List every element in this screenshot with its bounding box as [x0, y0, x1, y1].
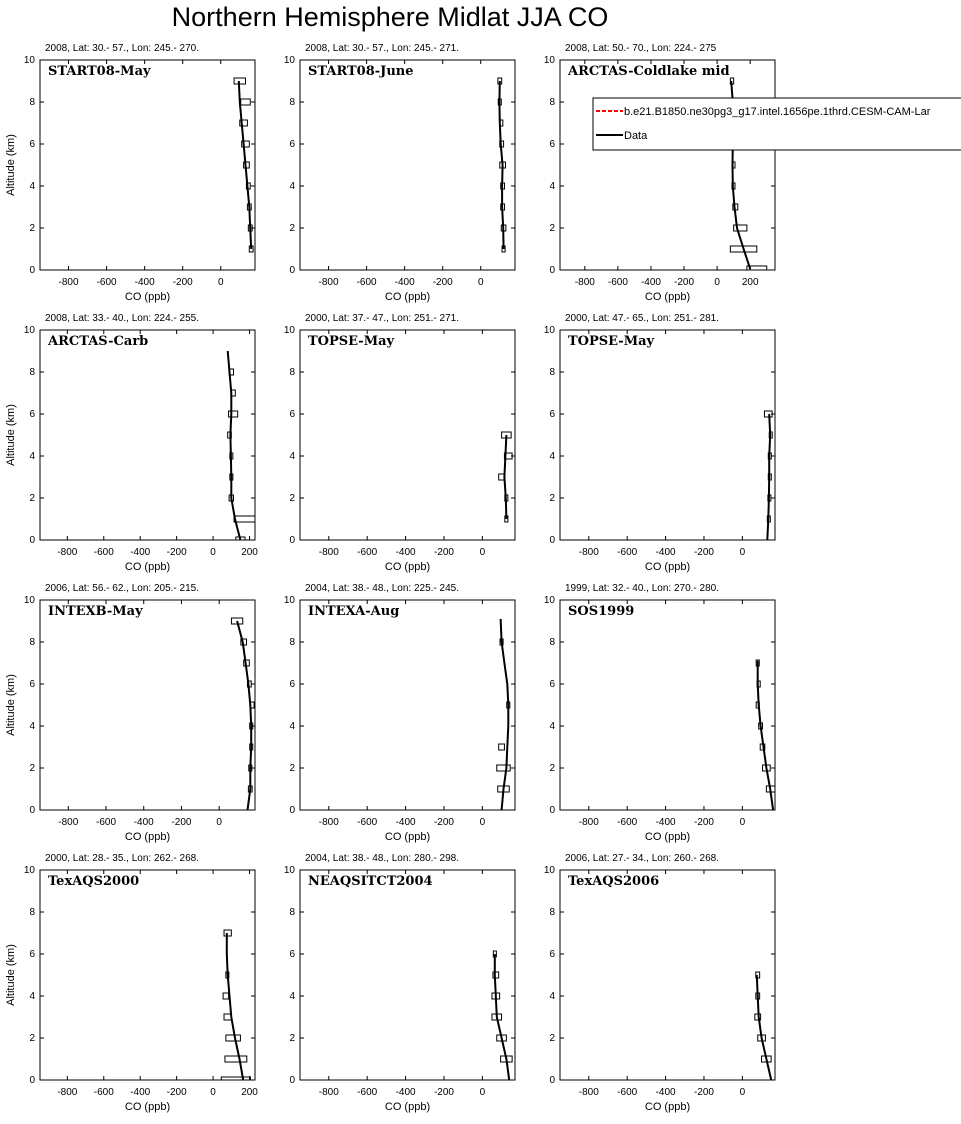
chart-panel-11: [284, 853, 515, 1113]
data-box: [225, 1056, 247, 1062]
y-tick-label: 6: [289, 409, 295, 420]
data-series-line: [504, 435, 506, 519]
y-tick-label: 8: [29, 907, 35, 918]
y-tick-label: 2: [29, 1033, 35, 1044]
y-tick-label: 6: [289, 679, 295, 690]
x-tick-label: 0: [477, 277, 484, 288]
x-axis-title: CO (ppb): [384, 831, 431, 843]
chart-panel-12: [544, 853, 775, 1113]
chart-panel-5: [284, 313, 515, 573]
y-tick-label: 10: [23, 325, 35, 336]
data-box: [734, 225, 747, 231]
x-tick-label: -200: [432, 277, 453, 288]
plot-area: [231, 618, 254, 810]
y-tick-label: 6: [549, 679, 555, 690]
x-tick-label: -800: [578, 1087, 599, 1098]
x-tick-label: -800: [574, 277, 595, 288]
x-tick-label: -600: [357, 817, 378, 828]
legend-label: b.e21.B1850.ne30pg3_g17.intel.1656pe.1thrd.CESM-CAM-Lar: [624, 106, 931, 118]
y-tick-label: 10: [283, 325, 295, 336]
page-title: Northern Hemisphere Midlat JJA CO: [171, 2, 609, 32]
y-tick-label: 4: [549, 721, 555, 732]
y-tick-label: 8: [549, 367, 555, 378]
x-tick-label: 0: [714, 277, 720, 288]
y-tick-label: 4: [29, 451, 35, 462]
x-tick-label: -200: [433, 1087, 454, 1098]
y-tick-label: 10: [543, 55, 555, 66]
x-tick-label: -200: [693, 817, 714, 828]
plot-area: [499, 432, 512, 522]
x-axis-title: CO (ppb): [384, 291, 431, 303]
y-tick-label: 0: [289, 1075, 295, 1086]
y-axis-title: Altitude (km): [5, 944, 17, 1006]
y-tick-label: 0: [29, 805, 35, 816]
y-tick-label: 0: [549, 805, 555, 816]
y-tick-label: 2: [289, 223, 295, 234]
plot-frame: [300, 870, 515, 1080]
x-axis-title: CO (ppb): [124, 1101, 171, 1113]
x-tick-label: -800: [578, 817, 599, 828]
y-tick-label: 4: [549, 181, 555, 192]
y-tick-label: 2: [549, 763, 555, 774]
y-tick-label: 10: [283, 865, 295, 876]
y-tick-label: 4: [289, 181, 295, 192]
panel-name: TexAQS2006: [568, 874, 660, 889]
y-tick-label: 8: [29, 637, 35, 648]
y-tick-label: 2: [549, 223, 555, 234]
plot-frame: [40, 330, 255, 540]
plot-frame: [560, 600, 775, 810]
plot-frame: [300, 600, 515, 810]
data-box: [499, 744, 505, 750]
panel-name: TOPSE-May: [568, 334, 655, 349]
y-tick-label: 4: [29, 991, 35, 1002]
x-tick-label: -600: [96, 277, 117, 288]
panel-info-label: 2000, Lat: 37.- 47., Lon: 251.- 271.: [305, 313, 460, 324]
x-tick-label: -400: [640, 277, 661, 288]
y-tick-label: 6: [289, 139, 295, 150]
x-tick-label: -600: [617, 817, 638, 828]
plot-frame: [300, 60, 515, 270]
y-tick-label: 2: [549, 493, 555, 504]
y-tick-label: 0: [29, 265, 35, 276]
x-tick-label: -600: [357, 547, 378, 558]
plot-frame: [40, 600, 255, 810]
y-tick-label: 2: [289, 493, 295, 504]
panel-name: ARCTAS-Coldlake mid: [568, 64, 730, 79]
x-axis-title: CO (ppb): [384, 561, 431, 573]
x-tick-label: 0: [739, 547, 746, 558]
x-tick-label: -800: [318, 277, 339, 288]
data-box: [229, 411, 238, 417]
y-tick-label: 2: [289, 763, 295, 774]
x-tick-label: -200: [166, 1087, 187, 1098]
x-tick-label: -200: [693, 1087, 714, 1098]
panel-name: INTEXB-May: [48, 604, 143, 619]
plot-area: [492, 951, 512, 1080]
y-tick-label: 6: [29, 679, 35, 690]
legend: [593, 98, 961, 150]
chart-panel-10: [5, 853, 258, 1113]
y-tick-label: 8: [29, 97, 35, 108]
data-box: [223, 993, 228, 999]
x-tick-label: -400: [655, 547, 676, 558]
y-axis-title: Altitude (km): [5, 134, 17, 196]
x-tick-label: -800: [57, 547, 78, 558]
panel-name: NEAQSITCT2004: [308, 874, 433, 889]
y-tick-label: 8: [549, 97, 555, 108]
x-tick-label: 0: [216, 817, 222, 828]
y-tick-label: 2: [549, 1033, 555, 1044]
x-tick-label: -600: [357, 1087, 378, 1098]
x-axis-title: CO (ppb): [644, 831, 691, 843]
x-tick-label: -800: [318, 817, 339, 828]
x-tick-label: 0: [210, 547, 216, 558]
x-tick-label: -400: [395, 1087, 416, 1098]
x-axis-title: CO (ppb): [644, 291, 691, 303]
x-tick-label: -600: [96, 817, 117, 828]
x-tick-label: -600: [607, 277, 628, 288]
x-tick-label: 0: [479, 817, 486, 828]
y-tick-label: 4: [549, 451, 555, 462]
panel-info-label: 2008, Lat: 33.- 40., Lon: 224.- 255.: [45, 313, 200, 324]
data-box: [497, 765, 510, 771]
y-tick-label: 4: [289, 451, 295, 462]
x-tick-label: -200: [693, 547, 714, 558]
x-tick-label: -400: [130, 1087, 151, 1098]
x-tick-label: -400: [133, 817, 154, 828]
x-tick-label: 0: [739, 1087, 746, 1098]
panel-info-label: 2000, Lat: 28.- 35., Lon: 262.- 268.: [45, 853, 200, 864]
panel-info-label: 2004, Lat: 38.- 48., Lon: 225.- 245.: [305, 583, 460, 594]
plot-area: [764, 411, 772, 540]
x-tick-label: 200: [741, 277, 759, 288]
x-tick-label: -200: [166, 547, 187, 558]
data-series-line: [501, 619, 509, 810]
x-axis-title: CO (ppb): [124, 561, 171, 573]
data-series-line: [757, 975, 771, 1080]
x-tick-label: -600: [617, 547, 638, 558]
x-tick-label: -800: [318, 547, 339, 558]
y-tick-label: 6: [29, 949, 35, 960]
x-tick-label: -600: [617, 1087, 638, 1098]
y-tick-label: 2: [29, 763, 35, 774]
y-tick-label: 0: [289, 535, 295, 546]
panel-name: TOPSE-May: [308, 334, 395, 349]
x-tick-label: -800: [578, 547, 599, 558]
y-tick-label: 6: [549, 139, 555, 150]
x-axis-title: CO (ppb): [384, 1101, 431, 1113]
y-tick-label: 4: [29, 721, 35, 732]
plot-frame: [560, 60, 775, 270]
data-box: [226, 1035, 241, 1041]
x-tick-label: -600: [93, 547, 114, 558]
x-axis-title: CO (ppb): [644, 561, 691, 573]
y-tick-label: 6: [29, 139, 35, 150]
panel-info-label: 2000, Lat: 47.- 65., Lon: 251.- 281.: [565, 313, 720, 324]
y-tick-label: 2: [29, 223, 35, 234]
panel-info-label: 2008, Lat: 30.- 57., Lon: 245.- 271.: [305, 43, 460, 54]
x-tick-label: -400: [655, 1087, 676, 1098]
legend-label: Data: [624, 130, 648, 142]
y-tick-label: 8: [289, 907, 295, 918]
x-tick-label: -400: [394, 277, 415, 288]
y-tick-label: 0: [289, 805, 295, 816]
x-axis-title: CO (ppb): [644, 1101, 691, 1113]
panel-name: TexAQS2000: [48, 874, 140, 889]
chart-panel-2: [284, 43, 515, 303]
chart-panel-8: [284, 583, 515, 843]
plot-area: [234, 78, 253, 252]
x-tick-label: -800: [58, 277, 79, 288]
plot-area: [221, 930, 250, 1083]
x-tick-label: -200: [433, 547, 454, 558]
x-tick-label: -200: [433, 817, 454, 828]
chart-panel-3: [544, 43, 775, 303]
chart-panel-7: [5, 583, 255, 843]
y-tick-label: 2: [289, 1033, 295, 1044]
panel-info-label: 2008, Lat: 50.- 70., Lon: 224.- 275: [565, 43, 717, 54]
panel-name: INTEXA-Aug: [308, 604, 400, 619]
y-tick-label: 0: [549, 1075, 555, 1086]
chart-panel-9: [544, 583, 776, 843]
y-tick-label: 10: [23, 55, 35, 66]
y-tick-label: 0: [289, 265, 295, 276]
panel-info-label: 2006, Lat: 56.- 62., Lon: 205.- 215.: [45, 583, 200, 594]
y-axis-title: Altitude (km): [5, 404, 17, 466]
panel-info-label: 2008, Lat: 30.- 57., Lon: 245.- 270.: [45, 43, 200, 54]
x-tick-label: -400: [395, 547, 416, 558]
y-tick-label: 6: [29, 409, 35, 420]
x-tick-label: -400: [130, 547, 151, 558]
x-tick-label: 200: [241, 547, 258, 558]
y-tick-label: 0: [29, 535, 35, 546]
x-tick-label: -200: [172, 277, 193, 288]
y-tick-label: 4: [289, 721, 295, 732]
x-tick-label: -200: [171, 817, 192, 828]
x-tick-label: -800: [57, 1087, 78, 1098]
y-tick-label: 10: [543, 865, 555, 876]
y-tick-label: 0: [29, 1075, 35, 1086]
x-axis-title: CO (ppb): [124, 291, 171, 303]
x-tick-label: -400: [134, 277, 155, 288]
x-tick-label: 0: [217, 277, 224, 288]
data-series-line: [227, 933, 243, 1080]
y-tick-label: 4: [549, 991, 555, 1002]
x-tick-label: -400: [395, 817, 416, 828]
y-tick-label: 10: [283, 595, 295, 606]
x-tick-label: -400: [655, 817, 676, 828]
y-tick-label: 6: [549, 949, 555, 960]
x-tick-label: 0: [479, 547, 486, 558]
y-tick-label: 8: [289, 367, 295, 378]
data-box: [234, 516, 256, 522]
panel-name: SOS1999: [568, 604, 635, 619]
x-tick-label: -800: [58, 817, 79, 828]
y-tick-label: 6: [289, 949, 295, 960]
y-tick-label: 10: [543, 325, 555, 336]
y-tick-label: 8: [549, 637, 555, 648]
x-tick-label: 0: [210, 1087, 216, 1098]
chart-panel-1: [5, 43, 255, 303]
y-tick-label: 8: [29, 367, 35, 378]
plot-area: [228, 351, 256, 543]
data-series-line: [237, 621, 251, 810]
y-tick-label: 0: [549, 265, 555, 276]
x-tick-label: -600: [356, 277, 377, 288]
y-tick-label: 8: [289, 637, 295, 648]
y-tick-label: 4: [289, 991, 295, 1002]
plot-area: [756, 660, 776, 810]
y-tick-label: 10: [23, 865, 35, 876]
data-box: [764, 411, 772, 417]
plot-frame: [300, 330, 515, 540]
y-tick-label: 10: [283, 55, 295, 66]
y-tick-label: 8: [549, 907, 555, 918]
plot-area: [497, 619, 510, 810]
data-series-line: [228, 351, 241, 540]
panel-name: START08-June: [308, 64, 414, 79]
panel-name: START08-May: [48, 64, 151, 79]
y-tick-label: 8: [289, 97, 295, 108]
x-tick-label: -200: [674, 277, 695, 288]
panel-info-label: 2006, Lat: 27.- 34., Lon: 260.- 268.: [565, 853, 720, 864]
x-tick-label: 0: [739, 817, 746, 828]
y-tick-label: 4: [29, 181, 35, 192]
y-tick-label: 6: [549, 409, 555, 420]
chart-panel-4: [5, 313, 258, 573]
x-tick-label: 0: [479, 1087, 486, 1098]
data-box: [241, 99, 251, 105]
plot-area: [755, 972, 771, 1080]
chart-panel-6: [544, 313, 775, 573]
x-tick-label: -800: [318, 1087, 339, 1098]
x-axis-title: CO (ppb): [124, 831, 171, 843]
plot-frame: [40, 870, 255, 1080]
plot-area: [498, 78, 506, 252]
plot-frame: [560, 330, 775, 540]
panel-name: ARCTAS-Carb: [48, 334, 149, 349]
plot-frame: [560, 870, 775, 1080]
panel-info-label: 2004, Lat: 38.- 48., Lon: 280.- 298.: [305, 853, 460, 864]
y-tick-label: 2: [29, 493, 35, 504]
y-tick-label: 10: [543, 595, 555, 606]
x-tick-label: -600: [93, 1087, 114, 1098]
panel-info-label: 1999, Lat: 32.- 40., Lon: 270.- 280.: [565, 583, 720, 594]
plot-frame: [40, 60, 255, 270]
x-tick-label: 200: [241, 1087, 258, 1098]
y-tick-label: 10: [23, 595, 35, 606]
y-axis-title: Altitude (km): [5, 674, 17, 736]
y-tick-label: 0: [549, 535, 555, 546]
